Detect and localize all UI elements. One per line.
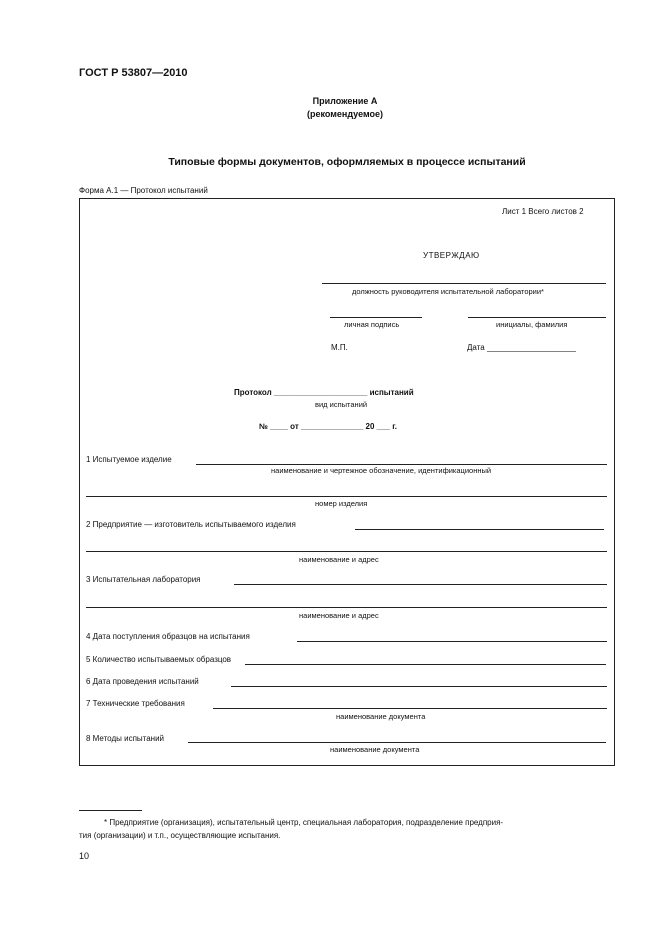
item-4-line bbox=[297, 641, 607, 642]
section-title: Типовые формы документов, оформляемых в процессе испытаний bbox=[168, 156, 526, 168]
item-1-caption: наименование и чертежное обозначение, идентификационный bbox=[271, 466, 492, 475]
item-8-label: 8 Методы испытаний bbox=[86, 734, 165, 743]
footnote-rule bbox=[79, 810, 142, 811]
item-6-line bbox=[231, 686, 607, 687]
test-kind-caption: вид испытаний bbox=[315, 400, 368, 409]
signature-caption: личная подпись bbox=[344, 320, 400, 329]
item-3-line-2 bbox=[86, 607, 607, 608]
position-caption: должность руководителя испытательной лаборатории* bbox=[352, 287, 544, 296]
item-4-label: 4 Дата поступления образцов на испытания bbox=[86, 632, 250, 641]
item-3-caption: наименование и адрес bbox=[299, 611, 379, 620]
item-5-label: 5 Количество испытываемых образцов bbox=[86, 655, 232, 664]
item-2-label: 2 Предприятие — изготовитель испытываемого изделия bbox=[86, 520, 296, 529]
position-line bbox=[322, 283, 606, 284]
item-8-line bbox=[188, 742, 606, 743]
appendix-subtitle: (рекомендуемое) bbox=[307, 109, 383, 119]
item-1-label: 1 Испытуемое изделие bbox=[86, 455, 172, 464]
name-caption: инициалы, фамилия bbox=[496, 320, 568, 329]
item-6-label: 6 Дата проведения испытаний bbox=[86, 677, 199, 686]
item-5-line bbox=[245, 664, 606, 665]
sheet-counter: Лист 1 Всего листов 2 bbox=[502, 207, 584, 216]
item-7-line bbox=[213, 708, 607, 709]
item-1-line bbox=[196, 464, 607, 465]
item-2-caption: наименование и адрес bbox=[299, 555, 379, 564]
item-7-caption: наименование документа bbox=[336, 712, 426, 721]
number-line: № ____ от ______________ 20 ___ г. bbox=[259, 422, 397, 431]
stamp-label: М.П. bbox=[331, 343, 348, 352]
form-caption: Форма А.1 — Протокол испытаний bbox=[79, 186, 208, 195]
date-label: Дата ____________________ bbox=[467, 343, 576, 352]
name-line bbox=[468, 317, 606, 318]
item-8-caption: наименование документа bbox=[330, 745, 420, 754]
item-1-caption-2: номер изделия bbox=[315, 499, 368, 508]
item-3-line bbox=[234, 584, 607, 585]
footnote-line-2: тия (организации) и т.п., осуществляющие испытания. bbox=[79, 831, 281, 840]
item-1-line-2 bbox=[86, 496, 607, 497]
item-7-label: 7 Технические требования bbox=[86, 699, 185, 708]
protocol-line: Протокол _____________________ испытаний bbox=[234, 388, 414, 397]
page-number: 10 bbox=[79, 851, 90, 861]
approve-label: УТВЕРЖДАЮ bbox=[423, 251, 480, 260]
item-2-line bbox=[355, 529, 604, 530]
item-3-label: 3 Испытательная лаборатория bbox=[86, 575, 201, 584]
appendix-title: Приложение А bbox=[312, 96, 378, 106]
item-2-line-2 bbox=[86, 551, 607, 552]
footnote-line-1: * Предприятие (организация), испытательный центр, специальная лаборатория, подразделение предприя- bbox=[104, 818, 504, 827]
standard-header: ГОСТ Р 53807—2010 bbox=[79, 67, 188, 79]
signature-line bbox=[330, 317, 422, 318]
